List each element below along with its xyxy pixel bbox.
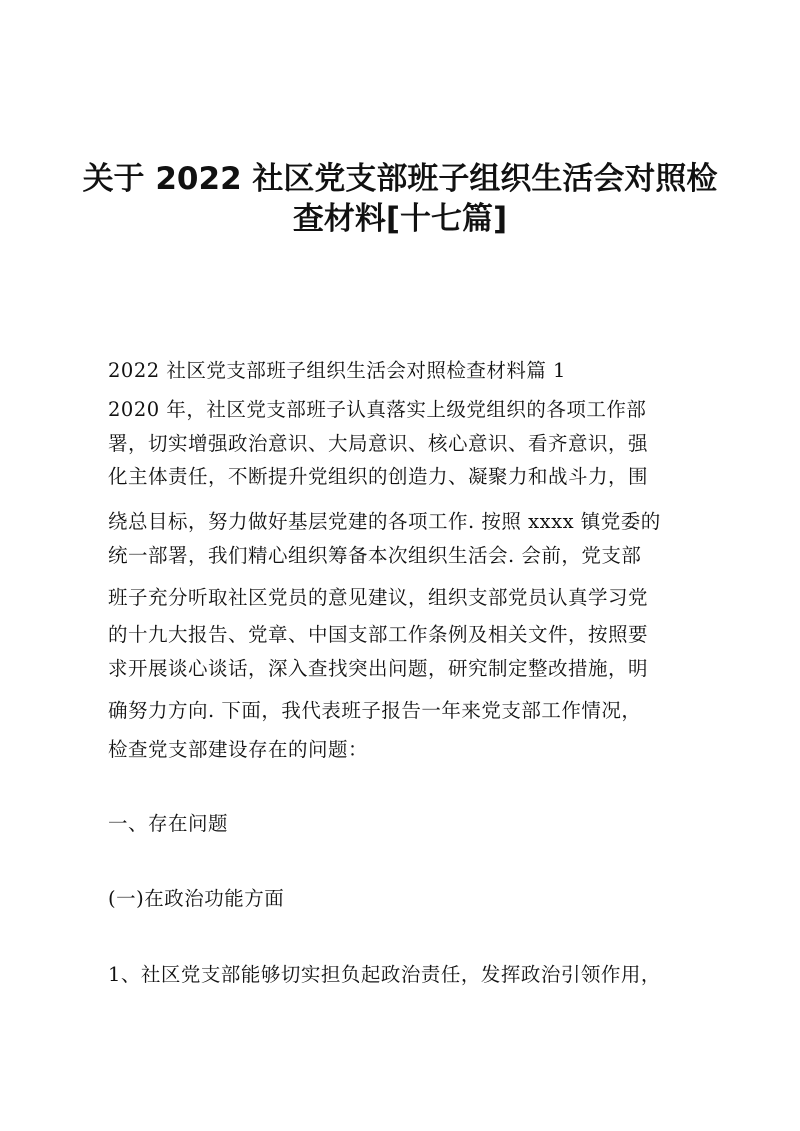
paragraph-line: 求开展谈心谈话，深入查找突出问题，研究制定整改措施，明 xyxy=(108,657,649,680)
paragraph-line: 2020 年，社区党支部班子认真落实上级党组织的各项工作部 xyxy=(108,398,647,421)
paragraph-line: 统一部署，我们精心组织筹备本次组织生活会. 会前，党支部 xyxy=(108,544,642,567)
paragraph-line: 绕总目标，努力做好基层党建的各项工作. 按照 xxxx 镇党委的 xyxy=(108,510,661,533)
paragraph-line: 的十九大报告、党章、中国支部工作条例及相关文件，按照要 xyxy=(108,623,649,646)
paragraph-line: 署，切实增强政治意识、大局意识、核心意识、看齐意识，强 xyxy=(108,432,649,455)
paragraph-line: 2022 社区党支部班子组织生活会对照检查材料篇 1 xyxy=(108,359,566,382)
list-item-1: 1、社区党支部能够切实担负起政治责任，发挥政治引领作用， xyxy=(108,963,661,986)
paragraph-line: 确努力方向. 下面，我代表班子报告一年来党支部工作情况， xyxy=(108,699,642,722)
paragraph-line: 班子充分听取社区党员的意见建议，组织支部党员认真学习党 xyxy=(108,586,649,609)
paragraph-line: 检查党支部建设存在的问题： xyxy=(108,738,369,761)
section-heading: 一、存在问题 xyxy=(108,812,229,835)
subsection-heading: (一)在政治功能方面 xyxy=(108,887,285,910)
document-title-line-1: 关于 2022 社区党支部班子组织生活会对照检 xyxy=(82,161,718,197)
paragraph-line: 化主体责任，不断提升党组织的创造力、凝聚力和战斗力，围 xyxy=(108,465,649,488)
document-title-line-2: 查材料[十七篇] xyxy=(292,201,508,237)
